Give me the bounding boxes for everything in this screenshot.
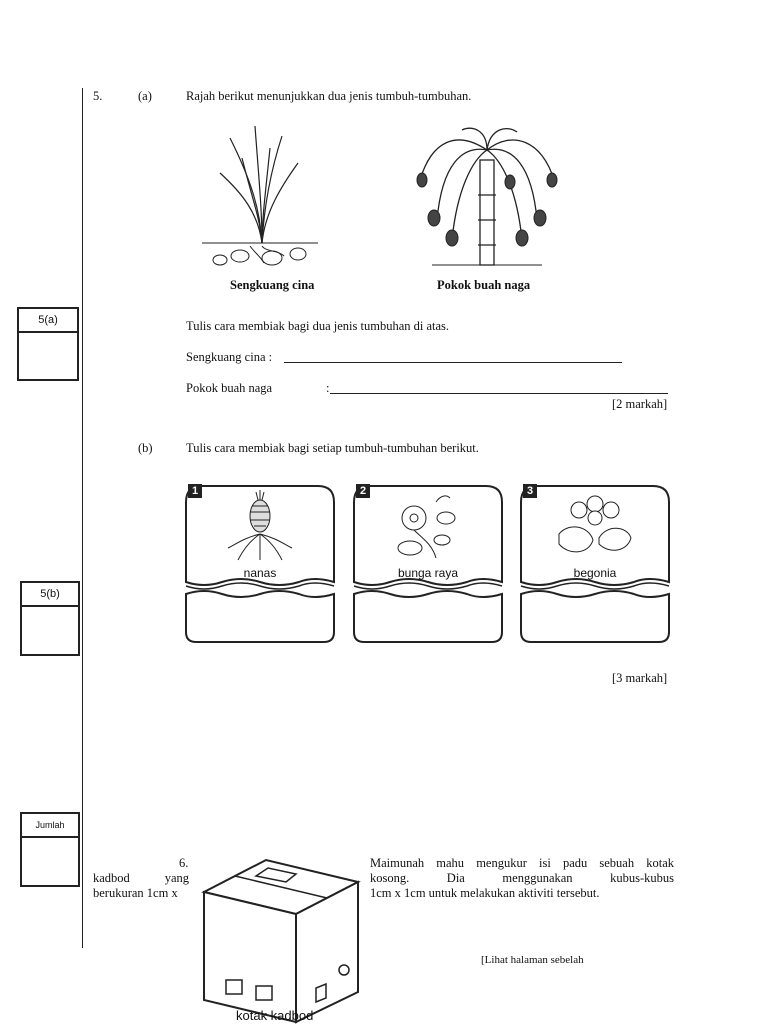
card-frame — [352, 482, 504, 644]
score-box-5a — [17, 307, 79, 381]
q6-text-left-2: berukuran 1cm x — [93, 886, 178, 900]
q6-text-line-2: kosong. Dia menggunakan kubus-kubus — [370, 871, 674, 885]
plant-card-bunga-raya — [352, 482, 504, 644]
part-b-label: (b) — [138, 441, 153, 455]
marks-a: [2 markah] — [612, 397, 668, 411]
sengkuang-cina-caption: Sengkuang cina — [230, 278, 315, 292]
score-box-5b-label: 5(b) — [22, 583, 78, 607]
q6-text-line-1: Maimunah mahu mengukur isi padu sebuah kotak — [370, 856, 674, 870]
card-label-nanas: nanas — [243, 566, 277, 580]
sengkuang-cina-illustration — [200, 118, 320, 278]
score-box-total-label: Jumlah — [22, 814, 78, 838]
card-frame — [184, 482, 336, 644]
answer-line-pokok-label: Pokok buah naga — [186, 381, 273, 395]
card-label-bunga-raya: bunga raya — [397, 566, 459, 580]
next-page-note: [Lihat halaman sebelah — [481, 954, 584, 966]
q6-text-line-3: 1cm x 1cm untuk melakukan aktiviti tersebut. — [370, 886, 600, 900]
left-margin-line — [82, 88, 83, 948]
score-box-5b — [20, 581, 80, 656]
score-box-total — [20, 812, 80, 887]
card-number: 2 — [356, 484, 370, 498]
marks-b: [3 markah] — [612, 671, 668, 685]
part-a-label: (a) — [138, 89, 152, 103]
answer-line-sengkuang-label: Sengkuang cina : — [186, 350, 273, 364]
card-frame — [519, 482, 671, 644]
question-5-number: 5. — [93, 89, 103, 103]
pokok-buah-naga-illustration — [412, 120, 562, 270]
part-a-intro: Rajah berikut menunjukkan dua jenis tumbuh-tumbuhan. — [186, 89, 472, 103]
plant-card-begonia — [519, 482, 671, 644]
question-6-number: 6. — [179, 856, 189, 870]
pokok-buah-naga-caption: Pokok buah naga — [437, 278, 531, 292]
plant-card-nanas — [184, 482, 336, 644]
card-number: 3 — [523, 484, 537, 498]
card-number: 1 — [188, 484, 202, 498]
part-a-instruction: Tulis cara membiak bagi dua jenis tumbuhan di atas. — [186, 319, 450, 333]
part-b-instruction: Tulis cara membiak bagi setiap tumbuh-tumbuhan berikut. — [186, 441, 479, 455]
q6-text-left-1: kadbod yang — [93, 871, 189, 885]
card-label-begonia: begonia — [573, 566, 617, 580]
box-caption: kotak kadbod — [236, 1008, 314, 1023]
answer-line-sengkuang[interactable] — [284, 362, 622, 363]
score-box-5a-label: 5(a) — [19, 309, 77, 333]
answer-line-pokok-colon: : — [326, 381, 330, 395]
answer-line-pokok[interactable] — [330, 393, 668, 394]
cardboard-box-illustration — [196, 852, 366, 1024]
